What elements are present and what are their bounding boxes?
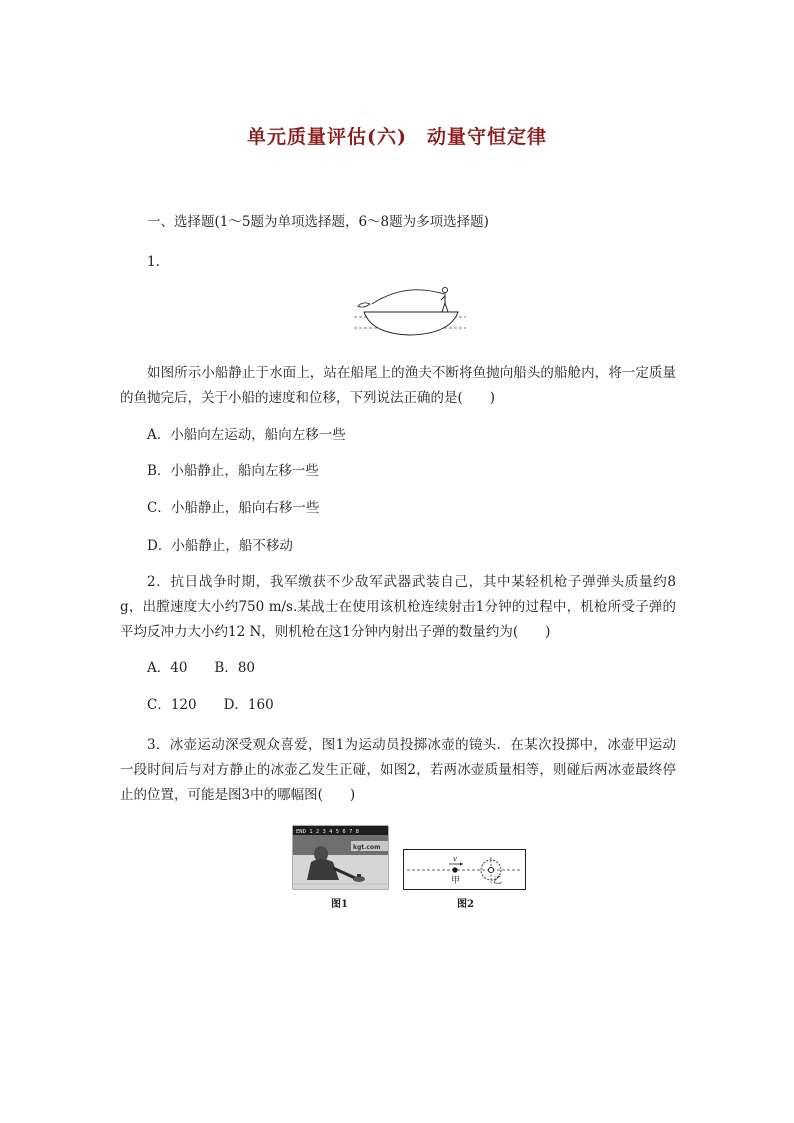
q1-option-d: D．小船静止，船不移动 (147, 538, 293, 554)
page-title: 单元质量评估(六) 动量守恒定律 (247, 126, 547, 148)
scoreboard-text: END 1 2 3 4 5 6 7 8 (296, 828, 359, 835)
throw-trajectory (372, 290, 444, 304)
q1-option-b: B．小船静止，船向左移一些 (147, 463, 319, 479)
boat-hull (364, 312, 458, 335)
question-1-number: 1. (147, 254, 160, 270)
velocity-label: v (453, 855, 457, 863)
q1-option-c: C．小船静止，船向右移一些 (147, 500, 320, 516)
banner-text: kgt.com (353, 844, 381, 851)
figure-1-caption: 图1 (331, 899, 348, 910)
stone-yi-label: 乙 (493, 876, 503, 886)
stone-jia (452, 867, 457, 872)
curling-photo (293, 826, 388, 889)
stone-yi (488, 867, 493, 872)
fisherman-leg-right (445, 303, 448, 312)
q2-options-row-1: A．40 B．80 (147, 660, 256, 676)
fisherman-leg-left (442, 303, 445, 312)
question-2-stem: 2．抗日战争时期，我军缴获不少敌军武器武装自己，其中某轻机枪子弹弹头质量约8 g，出膛速度大小约750 m/s.某战士在使用该机枪连续射击1分钟的过程中，机枪所受子弹的平均反冲力大小约12 N，则机枪在这1分钟内射出子弹的数量约为( ) (120, 574, 676, 640)
q2-options-row-2: C．120 D．160 (147, 697, 274, 713)
boat-figure (350, 284, 470, 340)
fisherman-head (442, 287, 447, 292)
figure-2-caption: 图2 (457, 899, 474, 910)
fisherman-arm (441, 296, 445, 300)
question-3-stem: 3．冰壶运动深受观众喜爱，图1为运动员投掷冰壶的镜头．在某次投掷中，冰壶甲运动一段时间后与对方静止的冰壶乙发生正碰，如图2，若两冰壶质量相等，则碰后两冰壶最终停止的位置，可能是图3中的哪幅图( ) (120, 737, 676, 803)
question-1-stem: 如图所示小船静止于水面上，站在船尾上的渔夫不断将鱼抛向船头的船舱内，将一定质量的鱼抛完后，关于小船的速度和位移，下列说法正确的是( ) (120, 365, 676, 406)
q1-option-a: A．小船向左运动，船向左移一些 (147, 427, 346, 443)
collision-diagram (403, 849, 526, 890)
fish-shape (358, 303, 370, 307)
section-heading: 一、选择题(1～5题为单项选择题，6～8题为多项选择题) (147, 214, 489, 230)
stone-jia-label: 甲 (451, 876, 461, 886)
